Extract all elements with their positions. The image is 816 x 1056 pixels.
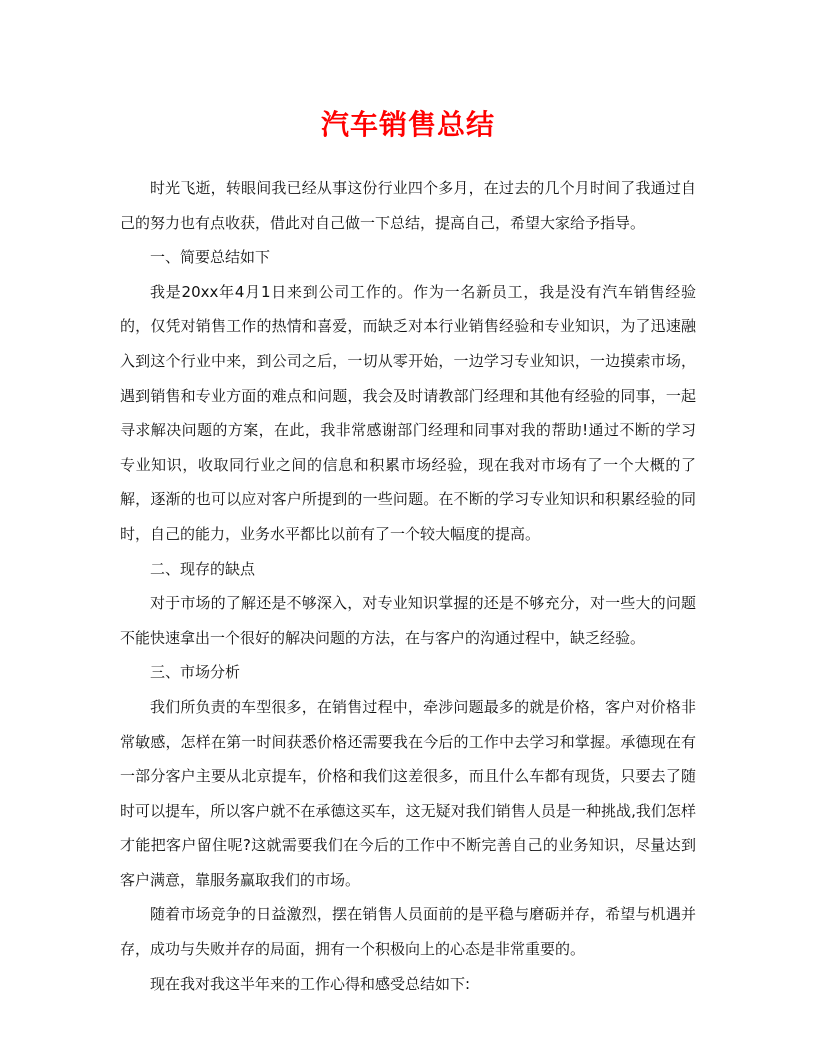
summary-paragraph: 我是20xx年4月1日来到公司工作的。作为一名新员工，我是没有汽车销售经验的，仅凭对销售工作的热情和喜爱，而缺乏对本行业销售经验和专业知识，为了迅速融入到这个行业中来，到公司之后，一切从零开始，一边学习专业知识，一边摸索市场，遇到销售和专业方面的难点和问题，我会及时请教部门经理和其他有经验的同事，一起寻求解决问题的方案，在此，我非常感谢部门经理和同事对我的帮助!通过不断的学习专业知识，收取同行业之间的信息和积累市场经验，现在我对市场有了一个大概的了解，逐渐的也可以应对客户所提到的一些问题。在不断的学习专业知识和积累经验的同时，自己的能力，业务水平都比以前有了一个较大幅度的提高。 xyxy=(120,282,696,543)
market-analysis-paragraph: 我们所负责的车型很多，在销售过程中，牵涉问题最多的就是价格，客户对价格非常敏感，怎样在第一时间获悉价格还需要我在今后的工作中去学习和掌握。承德现在有一部分客户主要从北京提车，价格和我们这差很多，而且什么车都有现货，只要去了随时可以提车，所以客户就不在承德这买车，这无疑对我们销售人员是一种挑战,我们怎样才能把客户留住呢?这就需要我们在今后的工作中不断完善自己的业务知识，尽量达到客户满意，靠服务赢取我们的市场。 xyxy=(120,697,696,889)
intro-paragraph: 时光飞逝，转眼间我已经从事这份行业四个多月，在过去的几个月时间了我通过自己的努力也有点收获，借此对自己做一下总结，提高自己，希望大家给予指导。 xyxy=(120,179,696,232)
section-heading-summary: 一、简要总结如下 xyxy=(150,248,271,267)
section-heading-shortcomings: 二、现存的缺点 xyxy=(150,559,256,578)
closing-paragraph: 现在我对我这半年来的工作心得和感受总结如下: xyxy=(150,974,471,993)
document-title: 汽车销售总结 xyxy=(320,108,495,141)
competition-paragraph: 随着市场竞争的日益激烈，摆在销售人员面前的是平稳与磨砺并存，希望与机遇并存，成功与失败并存的局面，拥有一个积极向上的心态是非常重要的。 xyxy=(120,905,696,959)
section-heading-market-analysis: 三、市场分析 xyxy=(150,663,241,682)
shortcomings-paragraph: 对于市场的了解还是不够深入，对专业知识掌握的还是不够充分，对一些大的问题不能快速拿出一个很好的解决问题的方法，在与客户的沟通过程中，缺乏经验。 xyxy=(120,594,696,647)
document-body xyxy=(120,171,696,1001)
